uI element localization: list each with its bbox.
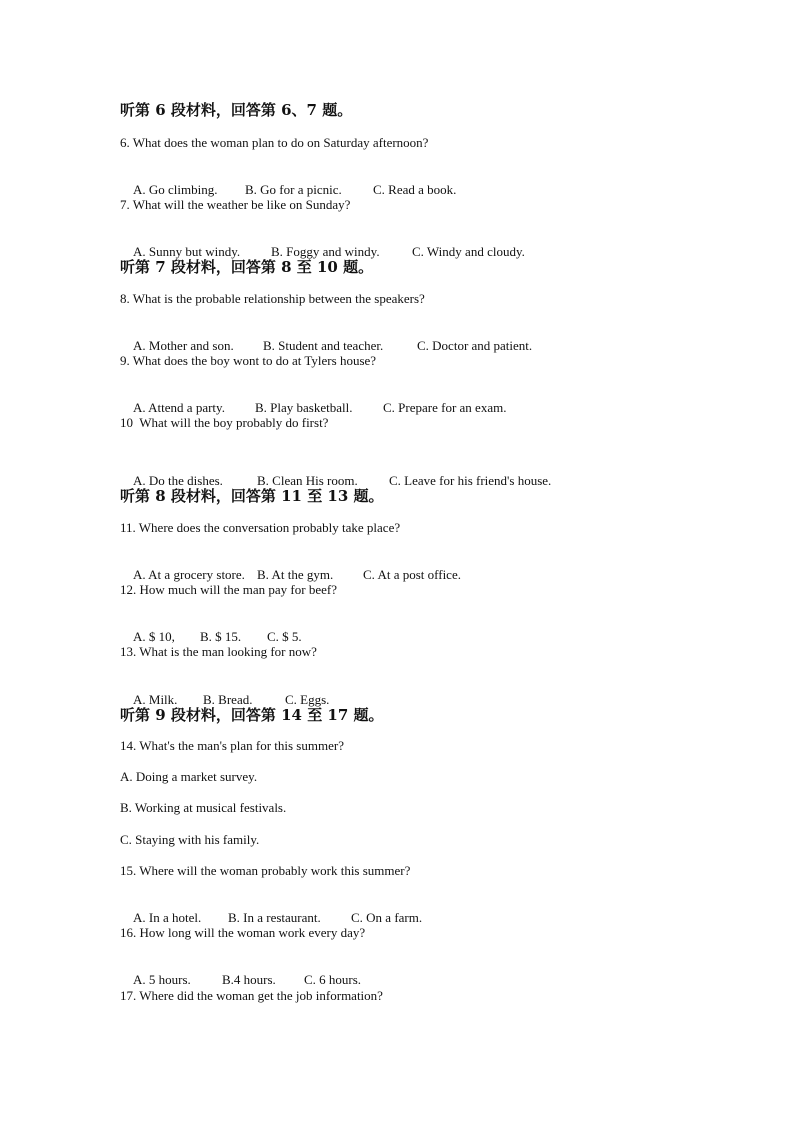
option-b: B. Working at musical festivals. — [120, 800, 287, 815]
question-11: 11. Where does the conversation probably take place? — [120, 520, 401, 535]
option-a: A. Attend a party. — [133, 400, 225, 415]
option-c: C. Prepare for an exam. — [383, 400, 507, 415]
option-a: A. Go climbing. — [133, 182, 218, 197]
option-c: C. Staying with his family. — [120, 832, 260, 847]
option-c: C. Leave for his friend's house. — [389, 473, 552, 488]
question-12: 12. How much will the man pay for beef? — [120, 582, 337, 597]
question-6: 6. What does the woman plan to do on Saturday afternoon? — [120, 135, 429, 150]
option-c: C. Read a book. — [373, 182, 457, 197]
option-c: C. Doctor and patient. — [417, 338, 533, 353]
question-8: 8. What is the probable relationship between the speakers? — [120, 291, 425, 306]
option-a: A. Mother and son. — [133, 338, 234, 353]
option-c: C. 6 hours. — [304, 972, 362, 987]
option-c: C. Windy and cloudy. — [412, 244, 525, 259]
option-c: C. $ 5. — [267, 629, 302, 644]
question-14: 14. What's the man's plan for this summer? — [120, 738, 344, 753]
question-7: 7. What will the weather be like on Sunday? — [120, 197, 351, 212]
option-a: A. At a grocery store. — [133, 567, 245, 582]
option-c: C. Eggs. — [285, 692, 330, 707]
question-15: 15. Where will the woman probably work this summer? — [120, 863, 411, 878]
option-a: A. Do the dishes. — [133, 473, 223, 488]
section-heading: 听第 6 段材料，回答第 6、7 题。 — [120, 101, 353, 119]
section-heading: 听第 7 段材料，回答第 8 至 10 题。 — [120, 258, 374, 276]
option-a: A. Milk. — [133, 692, 178, 707]
option-b: B.4 hours. — [222, 972, 276, 987]
option-b: B. Foggy and windy. — [271, 244, 380, 259]
option-b: B. $ 15. — [200, 629, 242, 644]
option-c: C. On a farm. — [351, 910, 423, 925]
option-b: B. In a restaurant. — [228, 910, 321, 925]
option-b: B. Clean His room. — [257, 473, 358, 488]
option-b: B. Go for a picnic. — [245, 182, 342, 197]
option-b: B. At the gym. — [257, 567, 334, 582]
option-a: A. Sunny but windy. — [133, 244, 241, 259]
option-b: B. Student and teacher. — [263, 338, 384, 353]
option-a: A. 5 hours. — [133, 972, 191, 987]
option-c: C. At a post office. — [363, 567, 461, 582]
section-heading: 听第 9 段材料，回答第 14 至 17 题。 — [120, 706, 384, 724]
option-b: B. Play basketball. — [255, 400, 353, 415]
question-9: 9. What does the boy wont to do at Tylers house? — [120, 353, 377, 368]
option-a: A. Doing a market survey. — [120, 769, 258, 784]
question-17: 17. Where did the woman get the job information? — [120, 988, 383, 1003]
question-10: 10 What will the boy probably do first? — [120, 415, 329, 430]
section-heading: 听第 8 段材料，回答第 11 至 13 题。 — [120, 487, 384, 505]
question-16: 16. How long will the woman work every day? — [120, 925, 366, 940]
option-a: A. In a hotel. — [133, 910, 202, 925]
option-a: A. $ 10, — [133, 629, 175, 644]
question-13: 13. What is the man looking for now? — [120, 644, 317, 659]
option-b: B. Bread. — [203, 692, 253, 707]
